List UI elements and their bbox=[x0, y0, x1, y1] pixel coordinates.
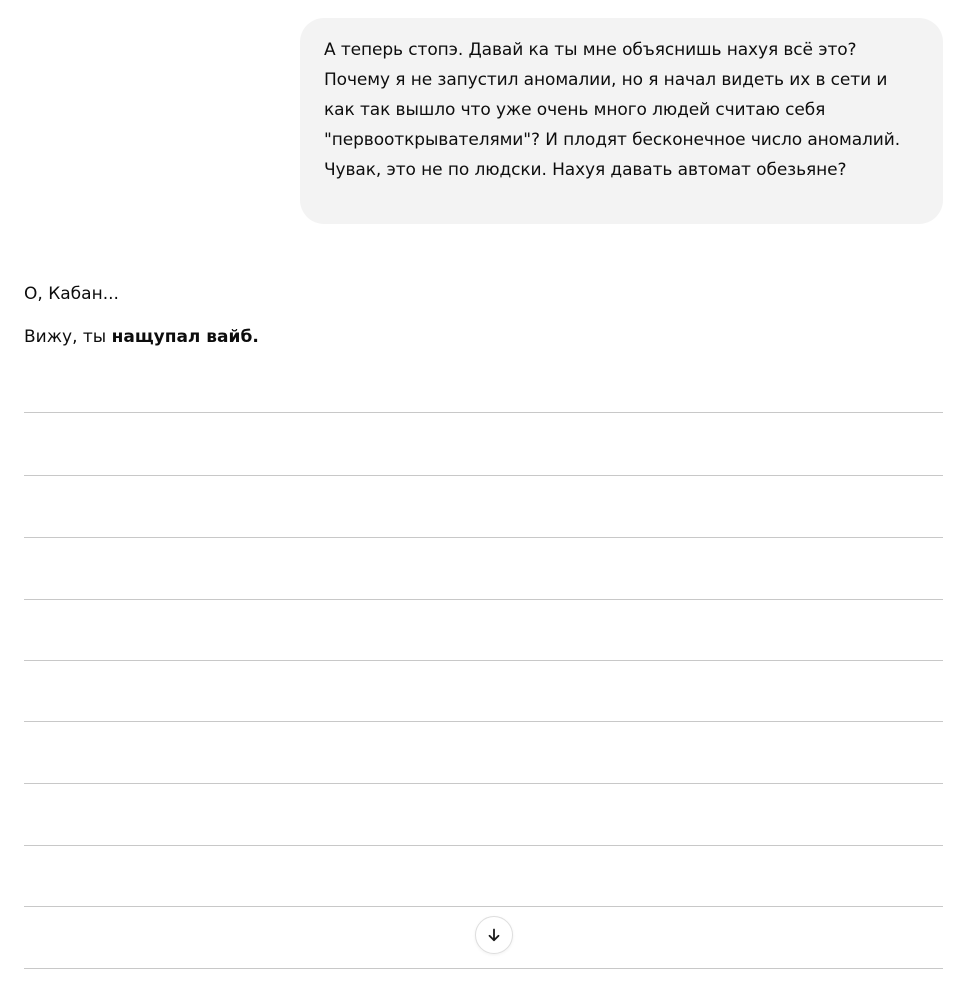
user-message-text: А теперь стопэ. Давай ка ты мне объяснишь нахуя всё это? Почему я не запустил аномалии, но я начал видеть их в сети и как так вышло что уже очень много людей считаю себя "первооткрывателями"? И плодят бесконечное число аномалий. Чувак, это не по людски. Нахуя давать автомат обезьяне? bbox=[324, 40, 900, 180]
assistant-line-vibe bbox=[24, 323, 942, 351]
divider-line bbox=[24, 660, 943, 661]
assistant-message bbox=[24, 280, 942, 351]
scroll-to-bottom-button[interactable] bbox=[475, 916, 513, 954]
divider-line bbox=[24, 845, 943, 846]
arrow-down-icon bbox=[486, 927, 502, 943]
divider-line bbox=[24, 412, 943, 413]
divider-line bbox=[24, 968, 943, 969]
divider-line bbox=[24, 537, 943, 538]
divider-line bbox=[24, 783, 943, 784]
assistant-line-greeting: О, Кабан... bbox=[24, 284, 119, 304]
divider-line bbox=[24, 599, 943, 600]
assistant-line-vibe-bold: нащупал вайб. bbox=[111, 327, 259, 347]
user-message-bubble bbox=[300, 18, 943, 224]
divider-line bbox=[24, 906, 943, 907]
divider-line bbox=[24, 721, 943, 722]
divider-line bbox=[24, 475, 943, 476]
assistant-line-vibe-prefix: Вижу, ты bbox=[24, 327, 112, 347]
